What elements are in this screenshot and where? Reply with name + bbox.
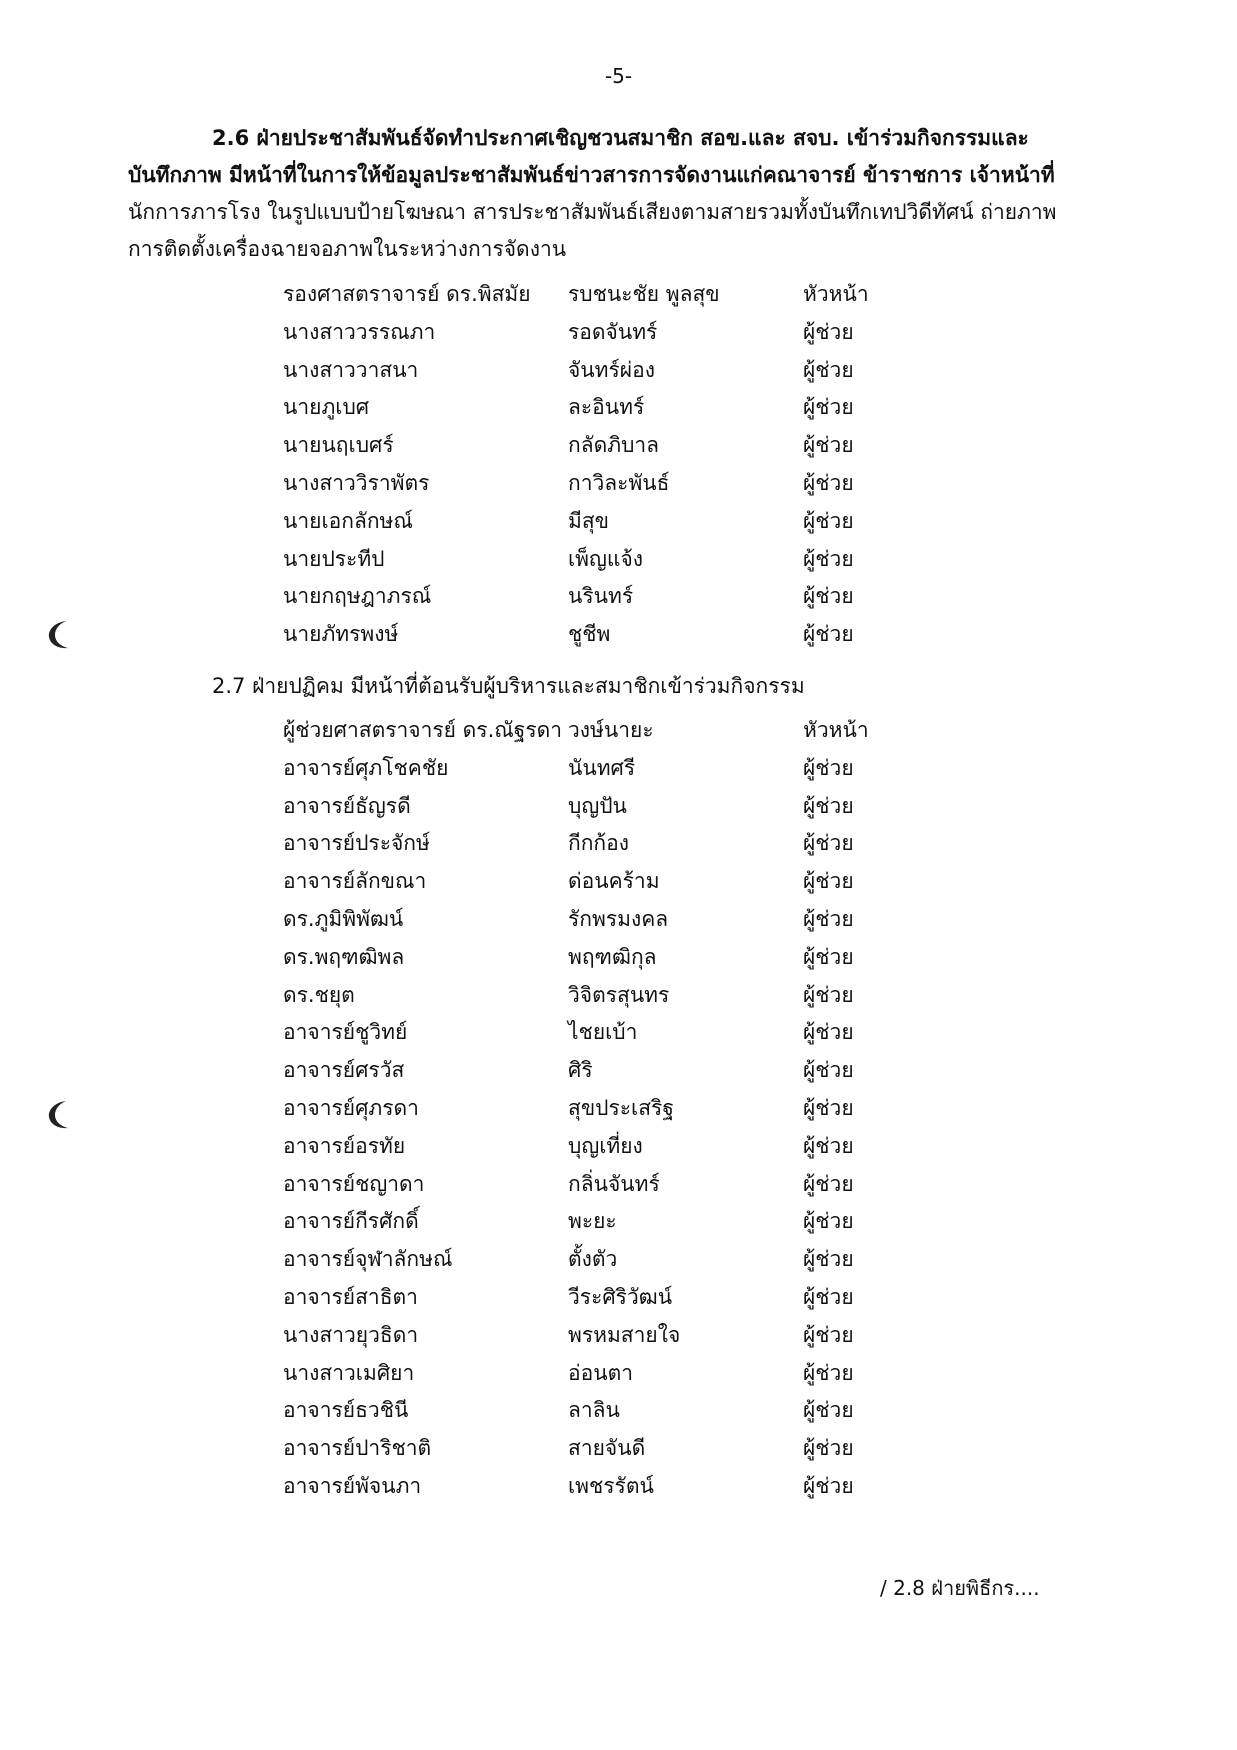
- member-first-name: ดร.ภูมิพิพัฒน์: [283, 906, 404, 931]
- member-last-name: พฤฑฒิกุล: [568, 944, 657, 969]
- member-last-name: เพชรรัตน์: [568, 1473, 654, 1498]
- member-last-name: จันทร์ผ่อง: [568, 357, 655, 382]
- next-page-footer: / 2.8 ฝ่ายพิธีกร....: [880, 1576, 1040, 1600]
- page-number: -5-: [604, 64, 633, 88]
- member-last-name: บุญเที่ยง: [568, 1133, 643, 1158]
- member-role: ผู้ช่วย: [803, 1058, 854, 1083]
- member-first-name: อาจารย์ศุภโชคชัย: [283, 755, 449, 780]
- member-last-name: กลิ่นจันทร์: [568, 1171, 660, 1196]
- member-role: ผู้ช่วย: [803, 319, 854, 344]
- section-2-6-line-4: การติดตั้งเครื่องฉายจอภาพในระหว่างการจัดงาน: [128, 237, 567, 261]
- member-last-name: บุญปัน: [568, 793, 627, 818]
- member-role: ผู้ช่วย: [803, 755, 854, 780]
- member-first-name: อาจารย์กีรศักดิ์: [283, 1209, 419, 1234]
- member-first-name: ดร.พฤฑฒิพล: [283, 944, 405, 969]
- member-first-name: อาจารย์ประจักษ์: [283, 831, 430, 856]
- member-role: ผู้ช่วย: [803, 1171, 854, 1196]
- member-last-name: อ่อนตา: [568, 1360, 634, 1385]
- member-last-name: พะยะ: [568, 1209, 617, 1234]
- member-first-name: ดร.ชยุต: [283, 982, 355, 1007]
- member-role: ผู้ช่วย: [803, 944, 854, 969]
- member-first-name: นางสาววิราพัตร: [283, 470, 430, 495]
- member-role: ผู้ช่วย: [803, 395, 854, 420]
- member-role: ผู้ช่วย: [803, 1398, 854, 1423]
- section-2-6-line-2: [128, 157, 1088, 194]
- member-last-name: เพ็ญแจ้ง: [568, 546, 644, 571]
- section-2-6-line-3: นักการภารโรง ในรูปแบบป้ายโฆษณา สารประชาสัมพันธ์เสียงตามสายรวมทั้งบันทึกเทปวิดีทัศน์ ถ่ายภาพ: [128, 200, 1057, 224]
- member-role: ผู้ช่วย: [803, 793, 854, 818]
- member-last-name: นรินทร์: [568, 584, 634, 609]
- member-last-name: ละอินทร์: [568, 395, 645, 420]
- member-last-name: ด่อนคร้าม: [568, 869, 660, 894]
- member-last-name: กลัดภิบาล: [568, 433, 660, 458]
- member-role: ผู้ช่วย: [803, 1020, 854, 1045]
- member-role: ผู้ช่วย: [803, 982, 854, 1007]
- member-last-name: กาวิละพันธ์: [568, 470, 670, 495]
- member-first-name: นางสาววรรณภา: [283, 319, 436, 344]
- member-role: ผู้ช่วย: [803, 508, 854, 533]
- member-first-name: นายเอกลักษณ์: [283, 508, 413, 533]
- member-role: ผู้ช่วย: [803, 584, 854, 609]
- member-role: หัวหน้า: [803, 718, 869, 742]
- member-last-name: วีระศิริวัฒน์: [568, 1284, 673, 1309]
- punch-hole-mark: [46, 618, 72, 652]
- member-role: ผู้ช่วย: [803, 1322, 854, 1347]
- member-role: ผู้ช่วย: [803, 1133, 854, 1158]
- member-role: หัวหน้า: [803, 282, 869, 306]
- member-first-name: อาจารย์พัจนภา: [283, 1473, 422, 1498]
- member-last-name: รอดจันทร์: [568, 319, 658, 344]
- member-last-name: ตั้งตัว: [568, 1247, 618, 1272]
- member-last-name: ไชยเบ้า: [568, 1020, 638, 1045]
- member-first-name: อาจารย์อรทัย: [283, 1133, 406, 1158]
- member-first-name: นางสาวยุวธิดา: [283, 1322, 419, 1347]
- member-first-name: อาจารย์จุฬาลักษณ์: [283, 1247, 453, 1272]
- member-first-name: อาจารย์ชูวิทย์: [283, 1020, 408, 1045]
- member-role: ผู้ช่วย: [803, 869, 854, 894]
- member-last-name: กีกก้อง: [568, 831, 630, 856]
- member-first-name: รองศาสตราจารย์ ดร.พิสมัย: [283, 282, 531, 306]
- member-first-name: นายภัทรพงษ์: [283, 622, 399, 647]
- member-role: ผู้ช่วย: [803, 546, 854, 571]
- member-last-name: สายจันดี: [568, 1436, 646, 1461]
- member-role: ผู้ช่วย: [803, 622, 854, 647]
- member-first-name: อาจารย์ธวชินี: [283, 1398, 409, 1423]
- member-role: ผู้ช่วย: [803, 1284, 854, 1309]
- member-first-name: อาจารย์ศรวัส: [283, 1058, 405, 1083]
- member-last-name: ศิริ: [568, 1058, 593, 1083]
- member-first-name: ผู้ช่วยศาสตราจารย์ ดร.ณัฐรดา: [283, 718, 563, 742]
- member-last-name: รบชนะชัย พูลสุข: [568, 282, 720, 306]
- member-first-name: นายประทีป: [283, 546, 385, 571]
- member-first-name: อาจารย์ลักขณา: [283, 869, 427, 894]
- member-role: ผู้ช่วย: [803, 831, 854, 856]
- member-first-name: นางสาวเมศิยา: [283, 1360, 415, 1385]
- member-role: ผู้ช่วย: [803, 357, 854, 382]
- member-first-name: นายนฤเบศร์: [283, 433, 394, 458]
- member-first-name: อาจารย์ศุภรดา: [283, 1095, 419, 1120]
- section-2-6-line-1: 2.6 ฝ่ายประชาสัมพันธ์จัดทำประกาศเชิญชวนสมาชิก สอข.และ สจบ. เข้าร่วมกิจกรรมและ: [212, 126, 1029, 150]
- member-last-name: มีสุข: [568, 508, 610, 533]
- member-first-name: อาจารย์ปาริชาติ: [283, 1436, 432, 1461]
- member-first-name: นายกฤษฎาภรณ์: [283, 584, 432, 609]
- member-last-name: วงษ์นายะ: [568, 718, 654, 742]
- member-first-name: อาจารย์ธัญรดี: [283, 793, 411, 818]
- member-role: ผู้ช่วย: [803, 433, 854, 458]
- member-last-name: ลาลิน: [568, 1398, 620, 1423]
- section-2-7-heading: 2.7 ฝ่ายปฏิคม มีหน้าที่ต้อนรับผู้บริหารและสมาชิกเข้าร่วมกิจกรรม: [212, 674, 805, 698]
- member-role: ผู้ช่วย: [803, 470, 854, 495]
- member-role: ผู้ช่วย: [803, 1209, 854, 1234]
- section-2-6-line-2-text: บันทึกภาพ มีหน้าที่ในการให้ข้อมูลประชาสัมพันธ์ข่าวสารการจัดงานแก่คณาจารย์ ข้าราชการ เจ้าหน้าที่: [128, 163, 1055, 187]
- member-first-name: อาจารย์สาธิตา: [283, 1284, 418, 1309]
- member-last-name: สุขประเสริฐ: [568, 1095, 674, 1120]
- member-last-name: พรหมสายใจ: [568, 1322, 681, 1347]
- member-role: ผู้ช่วย: [803, 906, 854, 931]
- member-last-name: วิจิตรสุนทร: [568, 982, 670, 1007]
- member-last-name: นันทศรี: [568, 755, 636, 780]
- member-role: ผู้ช่วย: [803, 1095, 854, 1120]
- member-role: ผู้ช่วย: [803, 1436, 854, 1461]
- member-role: ผู้ช่วย: [803, 1473, 854, 1498]
- member-role: ผู้ช่วย: [803, 1360, 854, 1385]
- member-first-name: นางสาววาสนา: [283, 357, 419, 382]
- member-role: ผู้ช่วย: [803, 1247, 854, 1272]
- member-first-name: นายภูเบศ: [283, 395, 370, 420]
- member-last-name: รักพรมงคล: [568, 906, 669, 931]
- member-first-name: อาจารย์ชญาดา: [283, 1171, 425, 1196]
- punch-hole-mark: [46, 1098, 72, 1132]
- member-last-name: ชูชีพ: [568, 622, 611, 647]
- section-2-6-paragraph: [128, 120, 1088, 268]
